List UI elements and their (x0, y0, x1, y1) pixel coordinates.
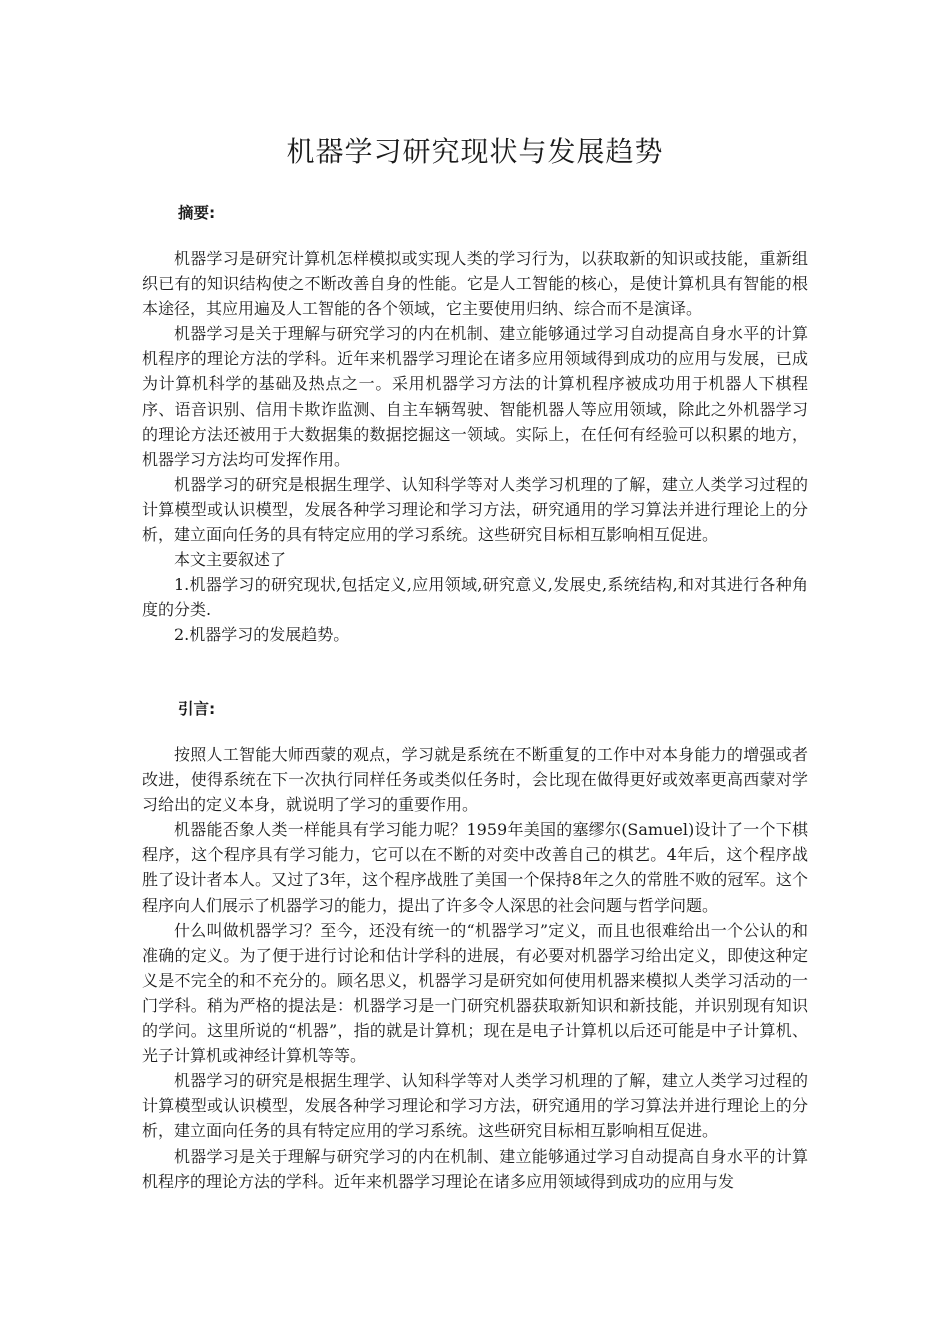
introduction-paragraph: 机器能否象人类一样能具有学习能力呢？1959年美国的塞缪尔(Samuel)设计了一个下棋程序，这个程序具有学习能力，它可以在不断的对奕中改善自己的棋艺。4年后，这个程序战胜了设计者本人。又过了3年，这个程序战胜了美国一个保持8年之久的常胜不败的冠军。这个程序向人们展示了机器学习的能力，提出了许多令人深思的社会问题与哲学问题。 (142, 820, 808, 915)
abstract-paragraph: 机器学习是关于理解与研究学习的内在机制、建立能够通过学习自动提高自身水平的计算机程序的理论方法的学科。近年来机器学习理论在诸多应用领域得到成功的应用与发展，已成为计算机科学的基础及热点之一。采用机器学习方法的计算机程序被成功用于机器人下棋程序、语音识别、信用卡欺诈监测、自主车辆驾驶、智能机器人等应用领域，除此之外机器学习的理论方法还被用于大数据集的数据挖掘这一领域。实际上，在任何有经验可以积累的地方，机器学习方法均可发挥作用。 (142, 324, 808, 469)
introduction-paragraph: 什么叫做机器学习？至今，还没有统一的“机器学习”定义，而且也很难给出一个公认的和准确的定义。为了便于进行讨论和估计学科的进展，有必要对机器学习给出定义，即使这种定义是不完全的和不充分的。顾名思义，机器学习是研究如何使用机器来模拟人类学习活动的一门学科。稍为严格的提法是：机器学习是一门研究机器获取新知识和新技能，并识别现有知识的学问。这里所说的“机器”，指的就是计算机；现在是电子计算机以后还可能是中子计算机、光子计算机或神经计算机等等。 (142, 920, 808, 1066)
abstract-list-item: 2.机器学习的发展趋势。 (174, 625, 350, 645)
introduction-paragraph: 机器学习是关于理解与研究学习的内在机制、建立能够通过学习自动提高自身水平的计算机程序的理论方法的学科。近年来机器学习理论在诸多应用领域得到成功的应用与发 (142, 1146, 808, 1191)
introduction-heading: 引言: (178, 700, 216, 718)
abstract-body (142, 246, 808, 648)
introduction-paragraph: 机器学习的研究是根据生理学、认知科学等对人类学习机理的了解，建立人类学习过程的计算模型或认识模型，发展各种学习理论和学习方法，研究通用的学习算法并进行理论上的分析，建立面向任务的具有特定应用的学习系统。这些研究目标相互影响相互促进。 (142, 1071, 808, 1141)
document-page (142, 0, 808, 1344)
abstract-paragraph: 机器学习是研究计算机怎样模拟或实现人类的学习行为，以获取新的知识或技能，重新组织已有的知识结构使之不断改善自身的性能。它是人工智能的核心，是使计算机具有智能的根本途径，其应用遍及人工智能的各个领域，它主要使用归纳、综合而不是演译。 (142, 249, 808, 319)
introduction-paragraph: 按照人工智能大师西蒙的观点，学习就是系统在不断重复的工作中对本身能力的增强或者改进，使得系统在下一次执行同样任务或类似任务时，会比现在做得更好或效率更高西蒙对学习给出的定义本身，就说明了学习的重要作用。 (142, 745, 808, 815)
abstract-list-item: 1.机器学习的研究现状,包括定义,应用领域,研究意义,发展史,系统结构,和对其进行各种角度的分类. (142, 575, 808, 620)
abstract-paragraph: 机器学习的研究是根据生理学、认知科学等对人类学习机理的了解，建立人类学习过程的计算模型或认识模型，发展各种学习理论和学习方法，研究通用的学习算法并进行理论上的分析，建立面向任务的具有特定应用的学习系统。这些研究目标相互影响相互促进。 (142, 474, 808, 545)
abstract-heading: 摘要: (178, 204, 216, 222)
abstract-paragraph: 本文主要叙述了 (174, 550, 287, 570)
introduction-body (142, 742, 808, 1194)
document-title: 机器学习研究现状与发展趋势 (286, 135, 664, 168)
